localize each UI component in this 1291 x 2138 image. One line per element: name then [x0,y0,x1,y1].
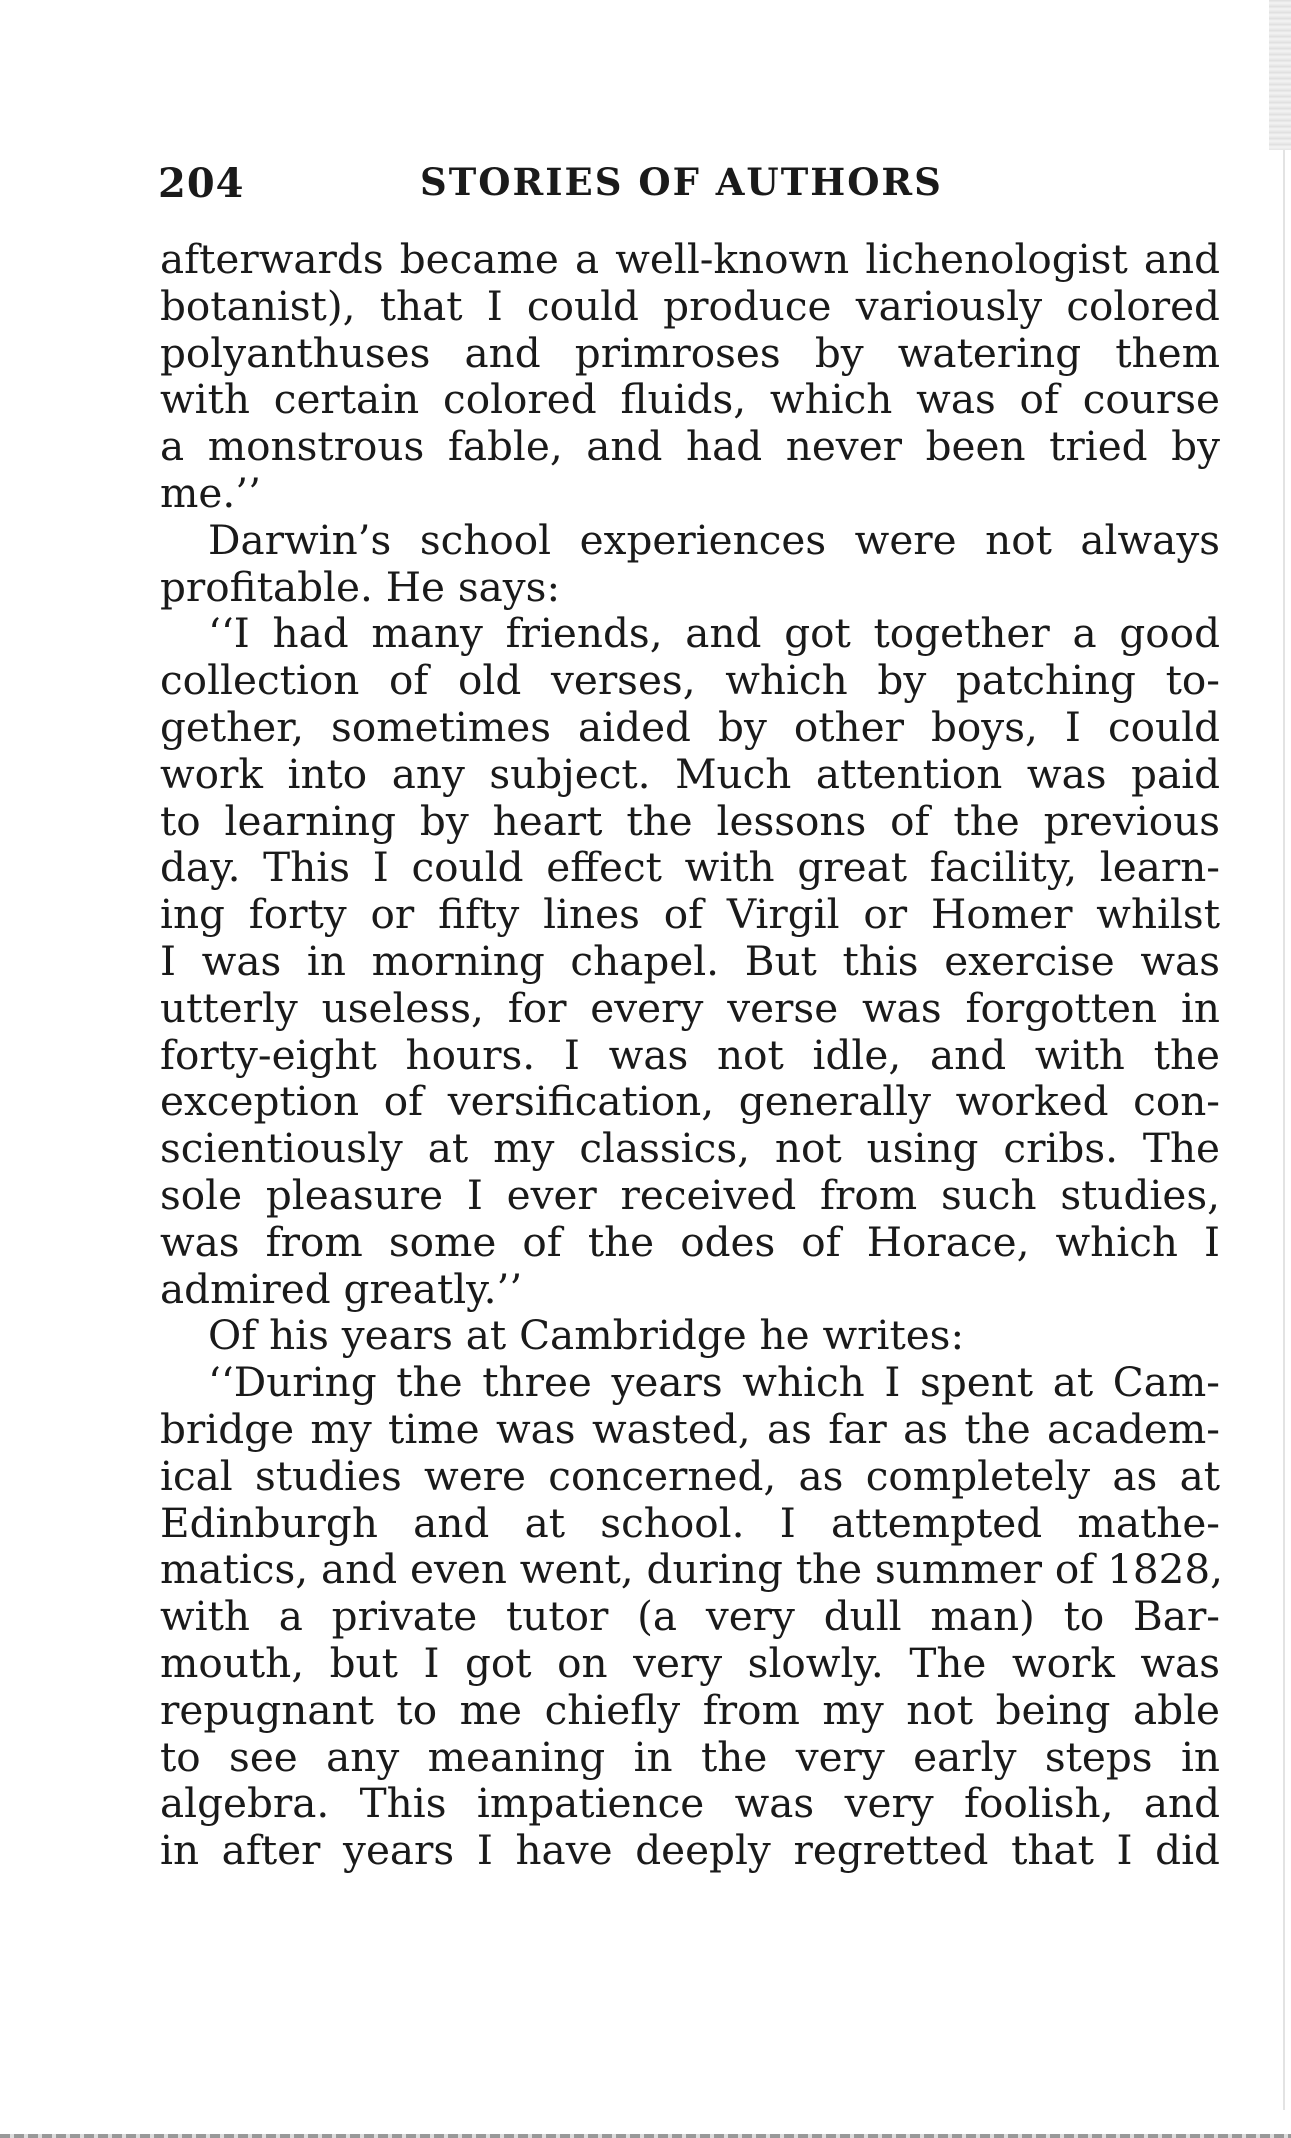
running-head: STORIES OF AUTHORS [420,160,943,204]
text-line: polyanthuses and primroses by watering them [160,328,1220,377]
text-line: Of his years at Cambridge he writes: [208,1311,965,1360]
text-line: admired greatly.’’ [160,1264,523,1313]
text-line: collection of old verses, which by patching to- [160,656,1220,705]
page-header [158,160,1218,212]
body-text [160,235,1224,1875]
text-line: day. This I could effect with great facility, learn- [160,843,1220,892]
text-line: mouth, but I got on very slowly. The work was [160,1638,1220,1687]
text-line: with a private tutor (a very dull man) to Bar- [160,1592,1220,1641]
text-line: algebra. This impatience was very foolish, and [160,1779,1220,1828]
text-line: gether, sometimes aided by other boys, I could [160,702,1220,751]
text-line: in after years I have deeply regretted that I did [160,1826,1220,1875]
text-line: to learning by heart the lessons of the previous [160,796,1220,845]
text-line: sole pleasure I ever received from such studies, [160,1170,1220,1219]
scan-edge-bottom [0,2134,1291,2138]
text-line: was from some of the odes of Horace, which I [160,1217,1220,1266]
text-line: botanist), that I could produce variously colored [160,281,1220,330]
text-line: bridge my time was wasted, as far as the academ- [160,1404,1220,1453]
scan-edge-line [1283,150,1285,2110]
text-line: with certain colored fluids, which was of course [160,375,1220,424]
text-line: forty-eight hours. I was not idle, and with the [160,1030,1220,1079]
text-line: a monstrous fable, and had never been tried by [160,422,1220,471]
text-line: ical studies were concerned, as completely as at [160,1451,1220,1500]
text-line: afterwards became a well-known lichenologist and [160,235,1220,283]
page-number: 204 [158,160,245,207]
text-line: ‘‘I had many friends, and got together a good [208,609,1220,658]
scan-edge-shadow [1269,0,1291,150]
text-line: ing forty or fifty lines of Virgil or Homer whilst [160,890,1220,939]
text-line: matics, and even went, during the summer of 1828, [160,1545,1224,1594]
text-line: me.’’ [160,468,261,517]
text-line: profitable. He says: [160,562,561,611]
text-line: ‘‘During the three years which I spent at Cam- [208,1358,1220,1407]
text-line: exception of versification, generally worked con- [160,1077,1220,1126]
text-line: Darwin’s school experiences were not always [208,515,1220,564]
text-line: to see any meaning in the very early steps in [160,1732,1220,1781]
text-line: scientiously at my classics, not using cribs. The [160,1124,1220,1173]
text-line: utterly useless, for every verse was forgotten in [160,983,1220,1032]
text-line: repugnant to me chiefly from my not being able [160,1685,1220,1734]
text-line: I was in morning chapel. But this exercise was [160,936,1220,985]
text-line: work into any subject. Much attention was paid [160,749,1220,798]
text-line: Edinburgh and at school. I attempted mathe- [160,1498,1220,1547]
